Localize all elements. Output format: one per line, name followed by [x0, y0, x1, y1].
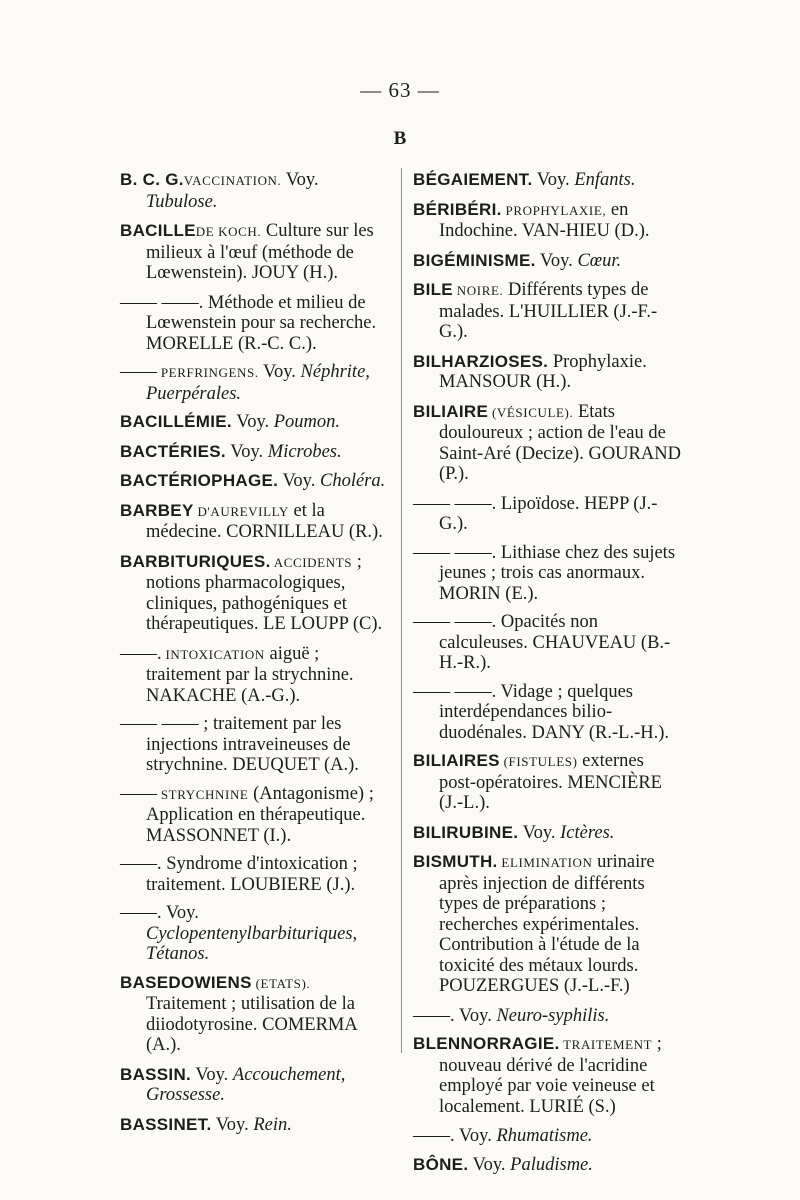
entry-subheading: NOIRE. — [452, 283, 504, 298]
entry-text: et la médecine. CORNILLEAU (R.). — [146, 500, 383, 542]
entry-dash: —— — [120, 783, 157, 804]
entry-text: Lithiase chez des sujets jeunes ; trois cas anormaux. MORIN (E.). — [439, 542, 676, 604]
index-entry — [120, 293, 390, 355]
entry-text: externes post-opératoires. MENCIÈRE (J.-L.). — [439, 751, 662, 813]
entry-text: Voy. — [161, 903, 199, 923]
entry-text: Prophylaxie. MANSOUR (H.). — [439, 351, 647, 392]
entry-subheading: (ETATS). — [251, 975, 311, 991]
entry-text: Voy. — [258, 362, 301, 382]
entry-headword: BACTÉRIES. — [120, 441, 226, 461]
entry-headword: BARBITURIQUES. — [120, 551, 271, 571]
entry-headword: BILIAIRES — [413, 751, 500, 770]
entry-dash: —— —— — [120, 714, 199, 734]
entry-text: Voy. — [468, 1154, 511, 1175]
index-entry — [413, 200, 685, 242]
entry-text: Voy. — [454, 1005, 497, 1026]
entry-headword: BACILLE — [120, 221, 196, 240]
entry-dash: —— ——. — [413, 542, 497, 563]
index-entry — [120, 471, 390, 492]
entry-subheading: ELIMINATION — [497, 855, 593, 870]
entry-subheading: INTOXICATION — [161, 646, 265, 662]
entry-headword: BÉGAIEMENT. — [413, 170, 533, 189]
entry-text: Etats douloureux ; action de l'eau de Saint-Aré (Decize). GOURAND (P.). — [439, 401, 681, 484]
entry-headword: BASSIN. — [120, 1064, 192, 1084]
index-entry — [120, 854, 390, 895]
index-entry — [120, 903, 390, 965]
index-entry — [413, 751, 685, 814]
index-entry — [120, 442, 390, 463]
entry-text: Voy. — [225, 441, 268, 462]
entry-reference: Accouchement, Grossesse. — [146, 1064, 346, 1105]
index-entry — [413, 543, 685, 605]
index-entry — [120, 784, 390, 847]
entry-text: aiguë ; traitement par la strychnine. NAKACHE (A.-G.). — [146, 643, 354, 706]
entry-subheading: DE KOCH. — [195, 224, 262, 239]
entry-reference: Choléra. — [319, 471, 386, 491]
entry-text: (Antagonisme) ; Application en thérapeutique. MASSONNET (I.). — [146, 783, 374, 846]
entry-text: en Indochine. VAN-HIEU (D.). — [439, 199, 650, 241]
entry-headword: BILE — [413, 280, 453, 299]
index-entry — [413, 612, 685, 674]
entry-text: Voy. — [281, 170, 319, 190]
entry-subheading: PROPHYLAXIE, — [501, 202, 607, 218]
entry-text: Culture sur les milieux à l'œuf (méthode de Lœwenstein). JOUY (H.). — [146, 221, 374, 283]
entry-text: Voy. — [231, 412, 274, 432]
entry-headword: BLENNORRAGIE. — [413, 1034, 560, 1053]
entry-text: Différents types de malades. L'HUILLIER (J.-F.-G.). — [439, 280, 658, 342]
entry-dash: —— ——. — [413, 681, 497, 702]
index-entry — [413, 352, 685, 393]
entry-text: Opacités non calculeuses. CHAUVEAU (B.-H.-R.). — [439, 612, 671, 673]
entry-dash: —— ——. — [413, 612, 497, 632]
entry-headword: BACTÉRIOPHAGE. — [120, 471, 279, 490]
entry-text: ; traitement par les injections intraveineuses de strychnine. DEUQUET (A.). — [146, 714, 359, 775]
entry-reference: Ictères. — [560, 822, 615, 843]
entry-headword: BIGÉMINISME. — [413, 250, 536, 270]
index-entry — [120, 412, 390, 433]
entry-text: Voy. — [211, 1114, 254, 1135]
index-entry — [413, 852, 685, 997]
entry-reference: Enfants. — [574, 170, 636, 190]
entry-text: urinaire après injection de différents types de préparations ; recherches expérimentales. Contribution à l'étude de la toxicité des métaux lourds. POUZERGUES (J.-L.-F.) — [439, 852, 655, 996]
index-entry — [413, 494, 685, 535]
entry-text: ; nouveau dérivé de l'acridine employé par voie veineuse et localement. LURIÉ (S.) — [439, 1034, 662, 1117]
entry-dash: ——. — [120, 643, 162, 664]
entry-dash: ——. — [120, 903, 162, 923]
index-entry — [120, 501, 390, 543]
entry-reference: Microbes. — [267, 441, 342, 462]
entry-reference: Rein. — [253, 1114, 292, 1135]
entry-headword: BÉRIBÉRI. — [413, 199, 502, 219]
index-entry — [413, 1155, 685, 1176]
index-entry — [413, 280, 685, 343]
entry-headword: BASSINET. — [120, 1114, 212, 1134]
entry-text: Voy. — [532, 170, 575, 190]
index-entry — [120, 714, 390, 776]
entry-subheading: D'AUREVILLY — [193, 503, 289, 519]
entry-text: Méthode et milieu de Lœwenstein pour sa recherche. MORELLE (R.-C. C.). — [146, 292, 377, 354]
entry-text: Voy. — [535, 250, 578, 271]
index-entry — [413, 170, 685, 191]
entry-dash: —— ——. — [413, 493, 497, 514]
index-entry — [413, 823, 685, 844]
entry-dash: ——. — [413, 1126, 455, 1146]
index-entry — [413, 1034, 685, 1117]
entry-text: Lipoïdose. HEPP (J.-G.). — [439, 493, 658, 534]
index-entry — [413, 402, 685, 485]
entry-subheading: PERFRINGENS. — [157, 365, 259, 380]
index-entry — [120, 644, 390, 707]
section-letter: B — [393, 128, 407, 149]
entry-dash: ——. — [120, 854, 162, 874]
entry-text: Voy. — [518, 822, 561, 843]
entry-headword: B. C. G. — [120, 170, 184, 189]
entry-headword: BILIRUBINE. — [413, 822, 519, 842]
index-entry — [413, 1006, 685, 1027]
entry-text: Voy. — [454, 1126, 497, 1146]
entry-subheading: ACCIDENTS — [270, 554, 353, 570]
entry-text: Traitement ; utilisation de la diiodotyrosine. COMERMA (A.). — [146, 994, 357, 1055]
index-entry — [120, 973, 390, 1056]
index-entry — [120, 170, 390, 212]
entry-text: ; notions pharmacologiques, cliniques, pathogéniques et thérapeutiques. LE LOUPP (C). — [146, 551, 383, 634]
entry-dash: ——. — [413, 1005, 455, 1026]
entry-headword: BACILLÉMIE. — [120, 412, 232, 431]
index-entry — [120, 552, 390, 635]
column-divider — [401, 168, 402, 1053]
entry-headword: BISMUTH. — [413, 852, 498, 871]
entry-reference: Néphrite, Puerpérales. — [146, 362, 370, 404]
entry-reference: Paludisme. — [510, 1154, 593, 1175]
left-column — [120, 170, 390, 1144]
entry-dash: —— — [120, 362, 157, 382]
index-entry — [120, 362, 390, 404]
entry-text: Syndrome d'intoxication ; traitement. LOUBIERE (J.). — [146, 854, 358, 895]
entry-subheading: TRAITEMENT — [559, 1037, 653, 1052]
entry-text: Voy. — [278, 471, 320, 491]
entry-headword: BILHARZIOSES. — [413, 351, 549, 371]
entry-reference: Rhumatisme. — [496, 1126, 593, 1146]
entry-reference: Cœur. — [577, 250, 622, 271]
entry-reference: Poumon. — [273, 412, 341, 432]
entry-subheading: VACCINATION. — [183, 173, 282, 188]
entry-reference: Neuro-syphilis. — [496, 1005, 610, 1026]
entry-headword: BARBEY — [120, 500, 194, 520]
entry-dash: —— ——. — [120, 292, 204, 313]
index-entry — [120, 1065, 390, 1106]
index-entry — [413, 1126, 685, 1147]
entry-headword: BASEDOWIENS — [120, 972, 252, 992]
entry-headword: BILIAIRE — [413, 401, 489, 421]
entry-text: Voy. — [191, 1064, 233, 1085]
entry-subheading: (FISTULES) — [499, 754, 578, 769]
index-entry — [413, 251, 685, 272]
entry-text: Vidage ; quelques interdépendances bilio-duodénales. DANY (R.-L.-H.). — [439, 681, 669, 743]
entry-subheading: STRYCHNINE — [157, 786, 249, 802]
entry-reference: Tubulose. — [146, 191, 218, 212]
right-column — [413, 170, 685, 1184]
entry-headword: BÔNE. — [413, 1154, 469, 1174]
entry-reference: Cyclopentenylbarbituriques, Tétanos. — [146, 923, 358, 964]
index-entry — [120, 221, 390, 284]
index-entry — [120, 1115, 390, 1136]
index-entry — [413, 682, 685, 744]
page-number: — 63 — — [360, 78, 440, 102]
entry-subheading: (VÉSICULE). — [488, 404, 574, 420]
